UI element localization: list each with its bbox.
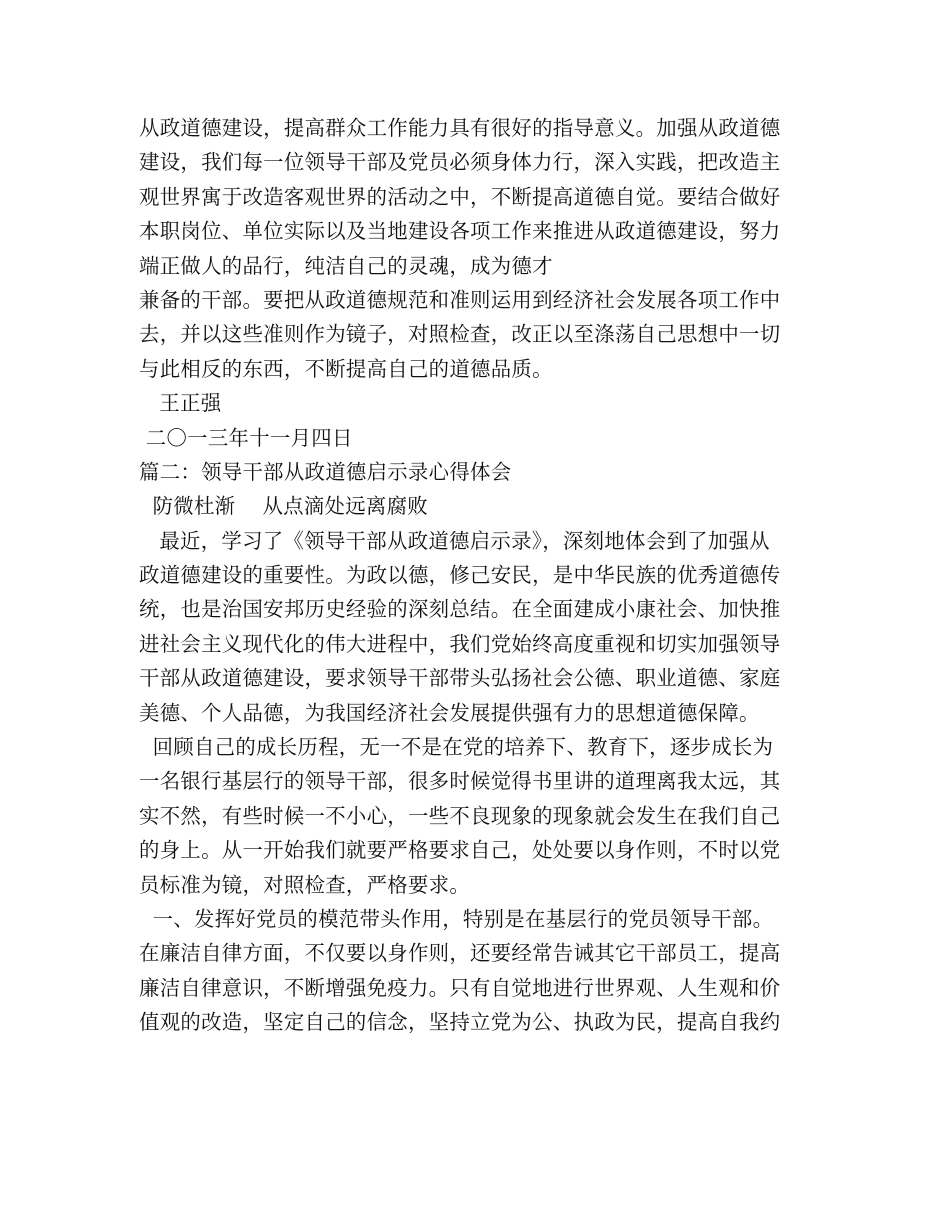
text-line: 干部从政道德建设，要求领导干部带头弘扬社会公德、职业道德、家庭	[139, 666, 781, 691]
text-line: 兼备的干部。要把从政道德规范和准则运用到经济社会发展各项工作中	[139, 287, 781, 312]
text-line: 统，也是治国安邦历史经验的深刻总结。在全面建成小康社会、加快推	[139, 597, 781, 622]
text-line: 政道德建设的重要性。为政以德，修己安民，是中华民族的优秀道德传	[139, 563, 781, 588]
text-line: 最近，学习了《领导干部从政道德启示录》，深刻地体会到了加强从	[139, 528, 770, 553]
text-line: 与此相反的东西，不断提高自己的道德品质。	[139, 356, 553, 381]
document-body	[139, 111, 814, 1040]
author-signature: 王正强	[139, 391, 222, 416]
text-line: 美德、个人品德，为我国经济社会发展提供强有力的思想道德保障。	[139, 700, 760, 725]
text-line: 廉洁自律意识，不断增强免疫力。只有自觉地进行世界观、人生观和价	[139, 975, 781, 1000]
text-line: 进社会主义现代化的伟大进程中，我们党始终高度重视和切实加强领导	[139, 631, 781, 656]
text-line: 的身上。从一开始我们就要严格要求自己，处处要以身作则，不时以党	[139, 838, 781, 863]
section-heading: 篇二：领导干部从政道德启示录心得体会	[139, 459, 512, 484]
text-line: 本职岗位、单位实际以及当地建设各项工作来推进从政道德建设，努力	[139, 219, 781, 244]
text-line: 建设，我们每一位领导干部及党员必须身体力行，深入实践，把改造主	[139, 150, 781, 175]
text-line: 员标准为镜，对照检查，严格要求。	[139, 872, 471, 897]
text-line: 从政道德建设，提高群众工作能力具有很好的指导意义。加强从政道德	[139, 116, 781, 140]
text-line: 端正做人的品行，纯洁自己的灵魂，成为德才	[139, 253, 553, 278]
text-line: 回顾自己的成长历程，无一不是在党的培养下、教育下，逐步成长为	[139, 735, 774, 760]
text-line: 一名银行基层行的领导干部，很多时候觉得书里讲的道理离我太远，其	[139, 769, 781, 794]
text-line: 一、发挥好党员的模范带头作用，特别是在基层行的党员领导干部。	[139, 906, 774, 931]
section-subtitle: 防微杜渐 从点滴处远离腐败	[139, 494, 428, 519]
text-line: 观世界寓于改造客观世界的活动之中，不断提高道德自觉。要结合做好	[139, 184, 781, 209]
date-line: 二〇一三年十一月四日	[139, 425, 353, 450]
text-line: 去，并以这些准则作为镜子，对照检查，改正以至涤荡自己思想中一切	[139, 322, 781, 347]
text-line: 在廉洁自律方面，不仅要以身作则，还要经常告诫其它干部员工，提高	[139, 941, 781, 966]
text-line: 值观的改造，坚定自己的信念，坚持立党为公、执政为民，提高自我约	[139, 1010, 781, 1035]
text-line: 实不然，有些时候一不小心，一些不良现象的现象就会发生在我们自己	[139, 803, 781, 828]
